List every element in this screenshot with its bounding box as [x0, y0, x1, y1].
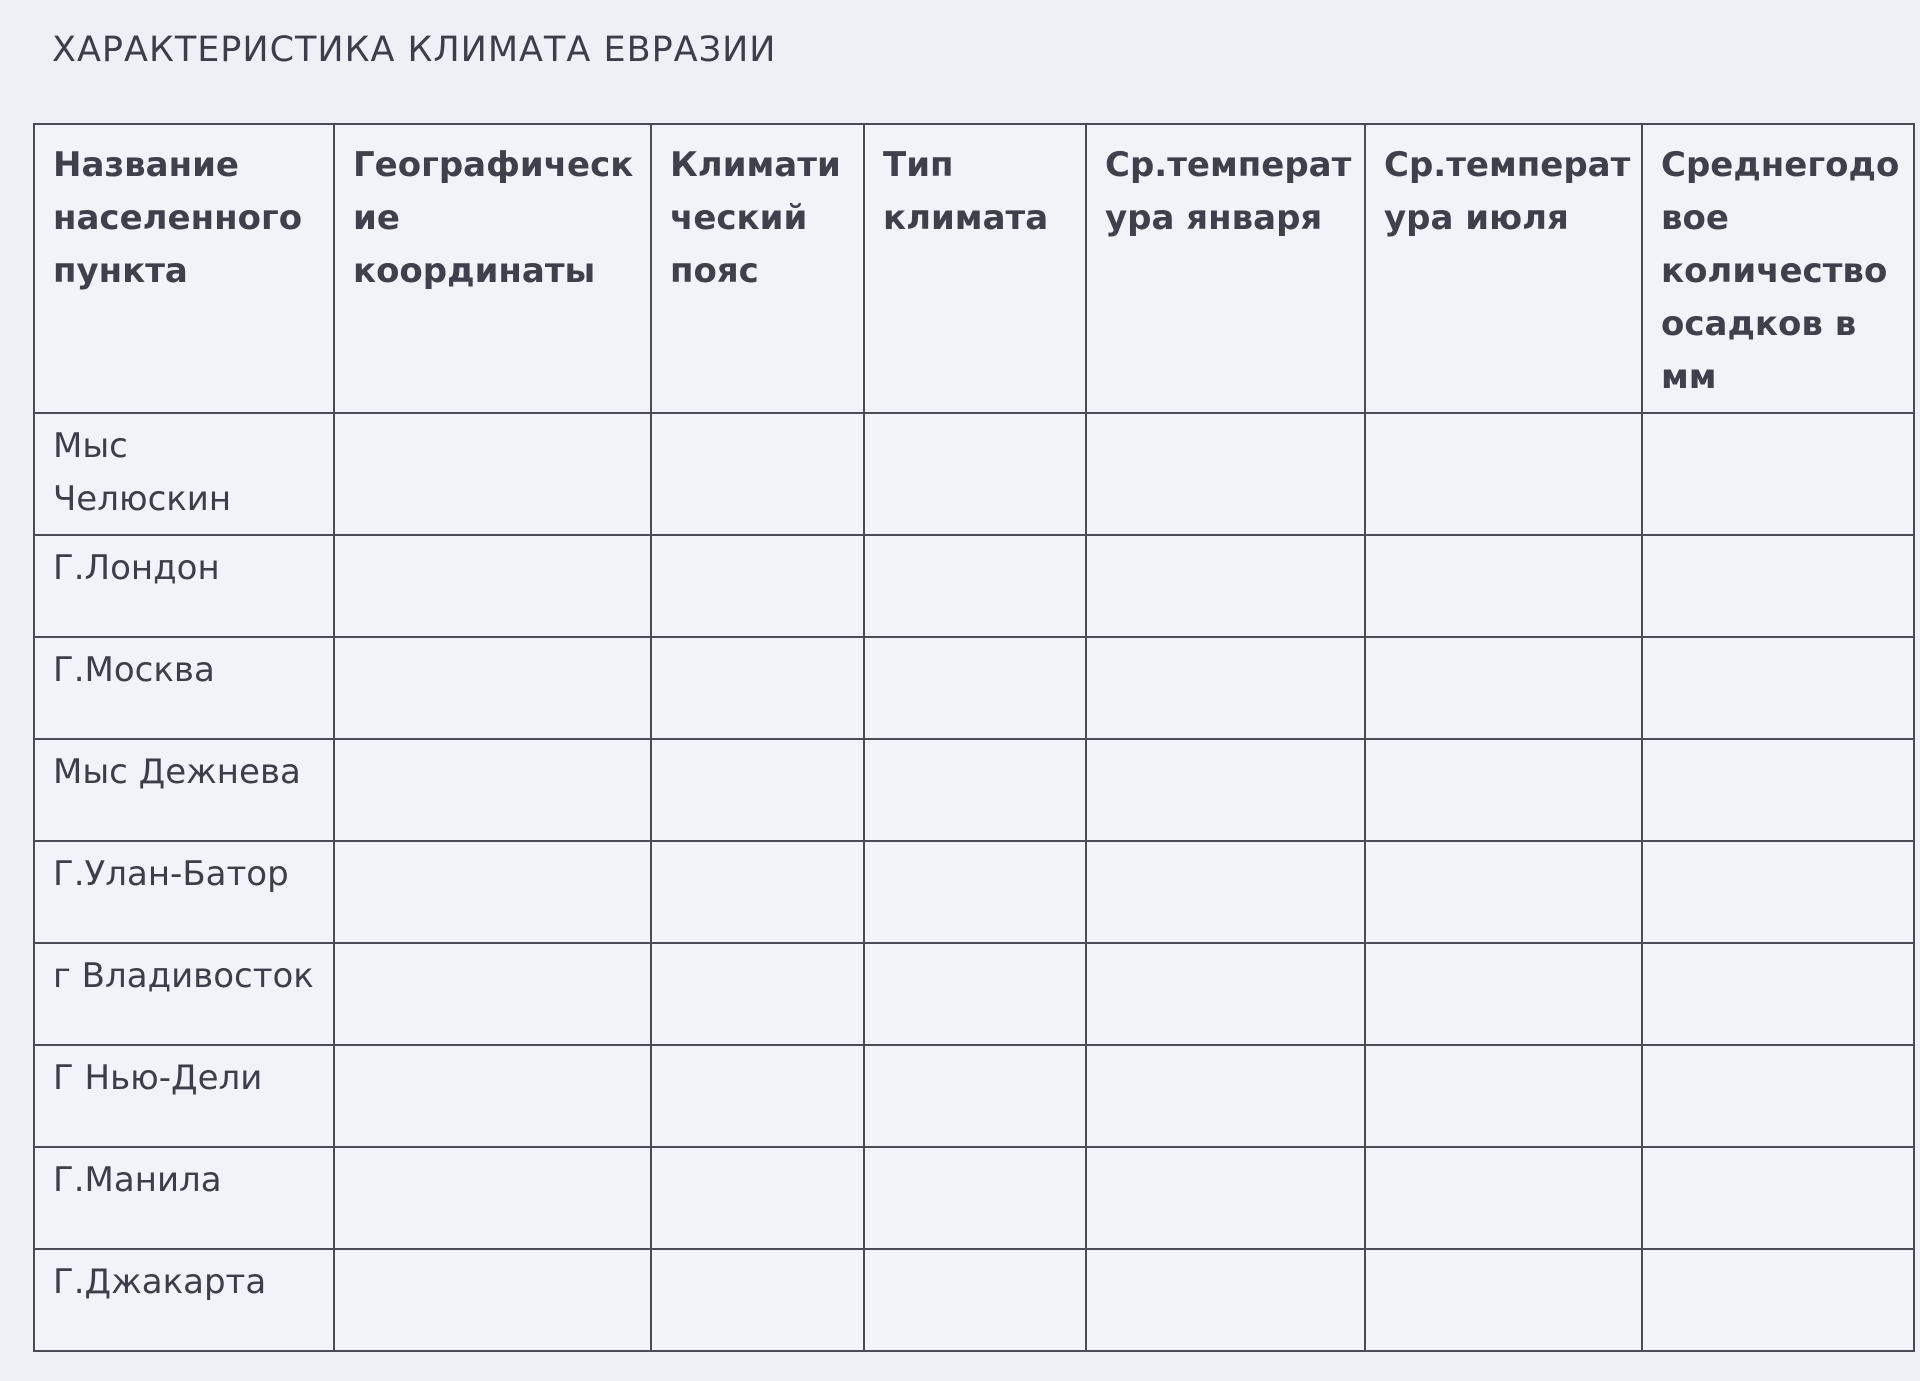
blank-answer-cell[interactable] — [864, 1045, 1086, 1147]
blank-answer-cell[interactable] — [864, 535, 1086, 637]
blank-answer-cell[interactable] — [1365, 637, 1642, 739]
blank-answer-cell[interactable] — [1365, 943, 1642, 1045]
settlement-name-cell: г Владивосток — [34, 943, 334, 1045]
table-row — [34, 637, 1914, 739]
settlement-name-cell: Г Нью-Дели — [34, 1045, 334, 1147]
blank-answer-cell[interactable] — [1365, 1249, 1642, 1351]
header-july-temp: Ср.температ ура июля — [1365, 124, 1642, 413]
header-january-temp: Ср.температ ура января — [1086, 124, 1365, 413]
blank-answer-cell[interactable] — [334, 413, 651, 535]
table-row — [34, 1249, 1914, 1351]
table-row — [34, 1147, 1914, 1249]
header-settlement-name: Название населенного пункта — [34, 124, 334, 413]
header-climate-zone: Климати ческий пояс — [651, 124, 864, 413]
table-row — [34, 1045, 1914, 1147]
blank-answer-cell[interactable] — [1642, 637, 1914, 739]
climate-table — [33, 123, 1915, 1352]
blank-answer-cell[interactable] — [1086, 943, 1365, 1045]
blank-answer-cell[interactable] — [1086, 535, 1365, 637]
blank-answer-cell[interactable] — [1086, 413, 1365, 535]
table-row — [34, 739, 1914, 841]
blank-answer-cell[interactable] — [651, 413, 864, 535]
blank-answer-cell[interactable] — [334, 739, 651, 841]
header-climate-type: Тип климата — [864, 124, 1086, 413]
blank-answer-cell[interactable] — [1365, 1147, 1642, 1249]
blank-answer-cell[interactable] — [864, 943, 1086, 1045]
blank-answer-cell[interactable] — [334, 1045, 651, 1147]
settlement-name-cell: Г.Джакарта — [34, 1249, 334, 1351]
blank-answer-cell[interactable] — [651, 841, 864, 943]
blank-answer-cell[interactable] — [1642, 535, 1914, 637]
blank-answer-cell[interactable] — [1642, 943, 1914, 1045]
table-row — [34, 535, 1914, 637]
blank-answer-cell[interactable] — [651, 637, 864, 739]
blank-answer-cell[interactable] — [1642, 1249, 1914, 1351]
blank-answer-cell[interactable] — [1642, 739, 1914, 841]
blank-answer-cell[interactable] — [864, 413, 1086, 535]
blank-answer-cell[interactable] — [1642, 1147, 1914, 1249]
blank-answer-cell[interactable] — [651, 1147, 864, 1249]
page-title: ХАРАКТЕРИСТИКА КЛИМАТА ЕВРАЗИИ — [52, 30, 777, 70]
table-row — [34, 413, 1914, 535]
blank-answer-cell[interactable] — [1365, 1045, 1642, 1147]
settlement-name-cell: Г.Улан-Батор — [34, 841, 334, 943]
blank-answer-cell[interactable] — [1642, 1045, 1914, 1147]
settlement-name-cell: Г.Лондон — [34, 535, 334, 637]
blank-answer-cell[interactable] — [651, 1045, 864, 1147]
blank-answer-cell[interactable] — [1086, 1045, 1365, 1147]
blank-answer-cell[interactable] — [1642, 413, 1914, 535]
blank-answer-cell[interactable] — [334, 1147, 651, 1249]
blank-answer-cell[interactable] — [1365, 841, 1642, 943]
header-coordinates: Географическ ие координаты — [334, 124, 651, 413]
settlement-name-cell: Мыс Челюскин — [34, 413, 334, 535]
blank-answer-cell[interactable] — [1365, 739, 1642, 841]
settlement-name-cell: Мыс Дежнева — [34, 739, 334, 841]
blank-answer-cell[interactable] — [864, 841, 1086, 943]
table-header-row — [34, 124, 1914, 413]
blank-answer-cell[interactable] — [651, 1249, 864, 1351]
blank-answer-cell[interactable] — [1365, 413, 1642, 535]
table-row — [34, 943, 1914, 1045]
blank-answer-cell[interactable] — [1642, 841, 1914, 943]
blank-answer-cell[interactable] — [334, 841, 651, 943]
blank-answer-cell[interactable] — [334, 1249, 651, 1351]
blank-answer-cell[interactable] — [1086, 841, 1365, 943]
blank-answer-cell[interactable] — [864, 1249, 1086, 1351]
blank-answer-cell[interactable] — [864, 739, 1086, 841]
blank-answer-cell[interactable] — [651, 943, 864, 1045]
blank-answer-cell[interactable] — [334, 943, 651, 1045]
blank-answer-cell[interactable] — [1086, 1249, 1365, 1351]
blank-answer-cell[interactable] — [651, 535, 864, 637]
table-row — [34, 841, 1914, 943]
blank-answer-cell[interactable] — [334, 637, 651, 739]
blank-answer-cell[interactable] — [1086, 1147, 1365, 1249]
blank-answer-cell[interactable] — [1086, 739, 1365, 841]
blank-answer-cell[interactable] — [864, 1147, 1086, 1249]
blank-answer-cell[interactable] — [651, 739, 864, 841]
blank-answer-cell[interactable] — [864, 637, 1086, 739]
settlement-name-cell: Г.Манила — [34, 1147, 334, 1249]
table-body — [34, 413, 1914, 1351]
blank-answer-cell[interactable] — [334, 535, 651, 637]
blank-answer-cell[interactable] — [1365, 535, 1642, 637]
header-annual-precipitation: Среднегодо вое количество осадков в мм — [1642, 124, 1914, 413]
settlement-name-cell: Г.Москва — [34, 637, 334, 739]
blank-answer-cell[interactable] — [1086, 637, 1365, 739]
